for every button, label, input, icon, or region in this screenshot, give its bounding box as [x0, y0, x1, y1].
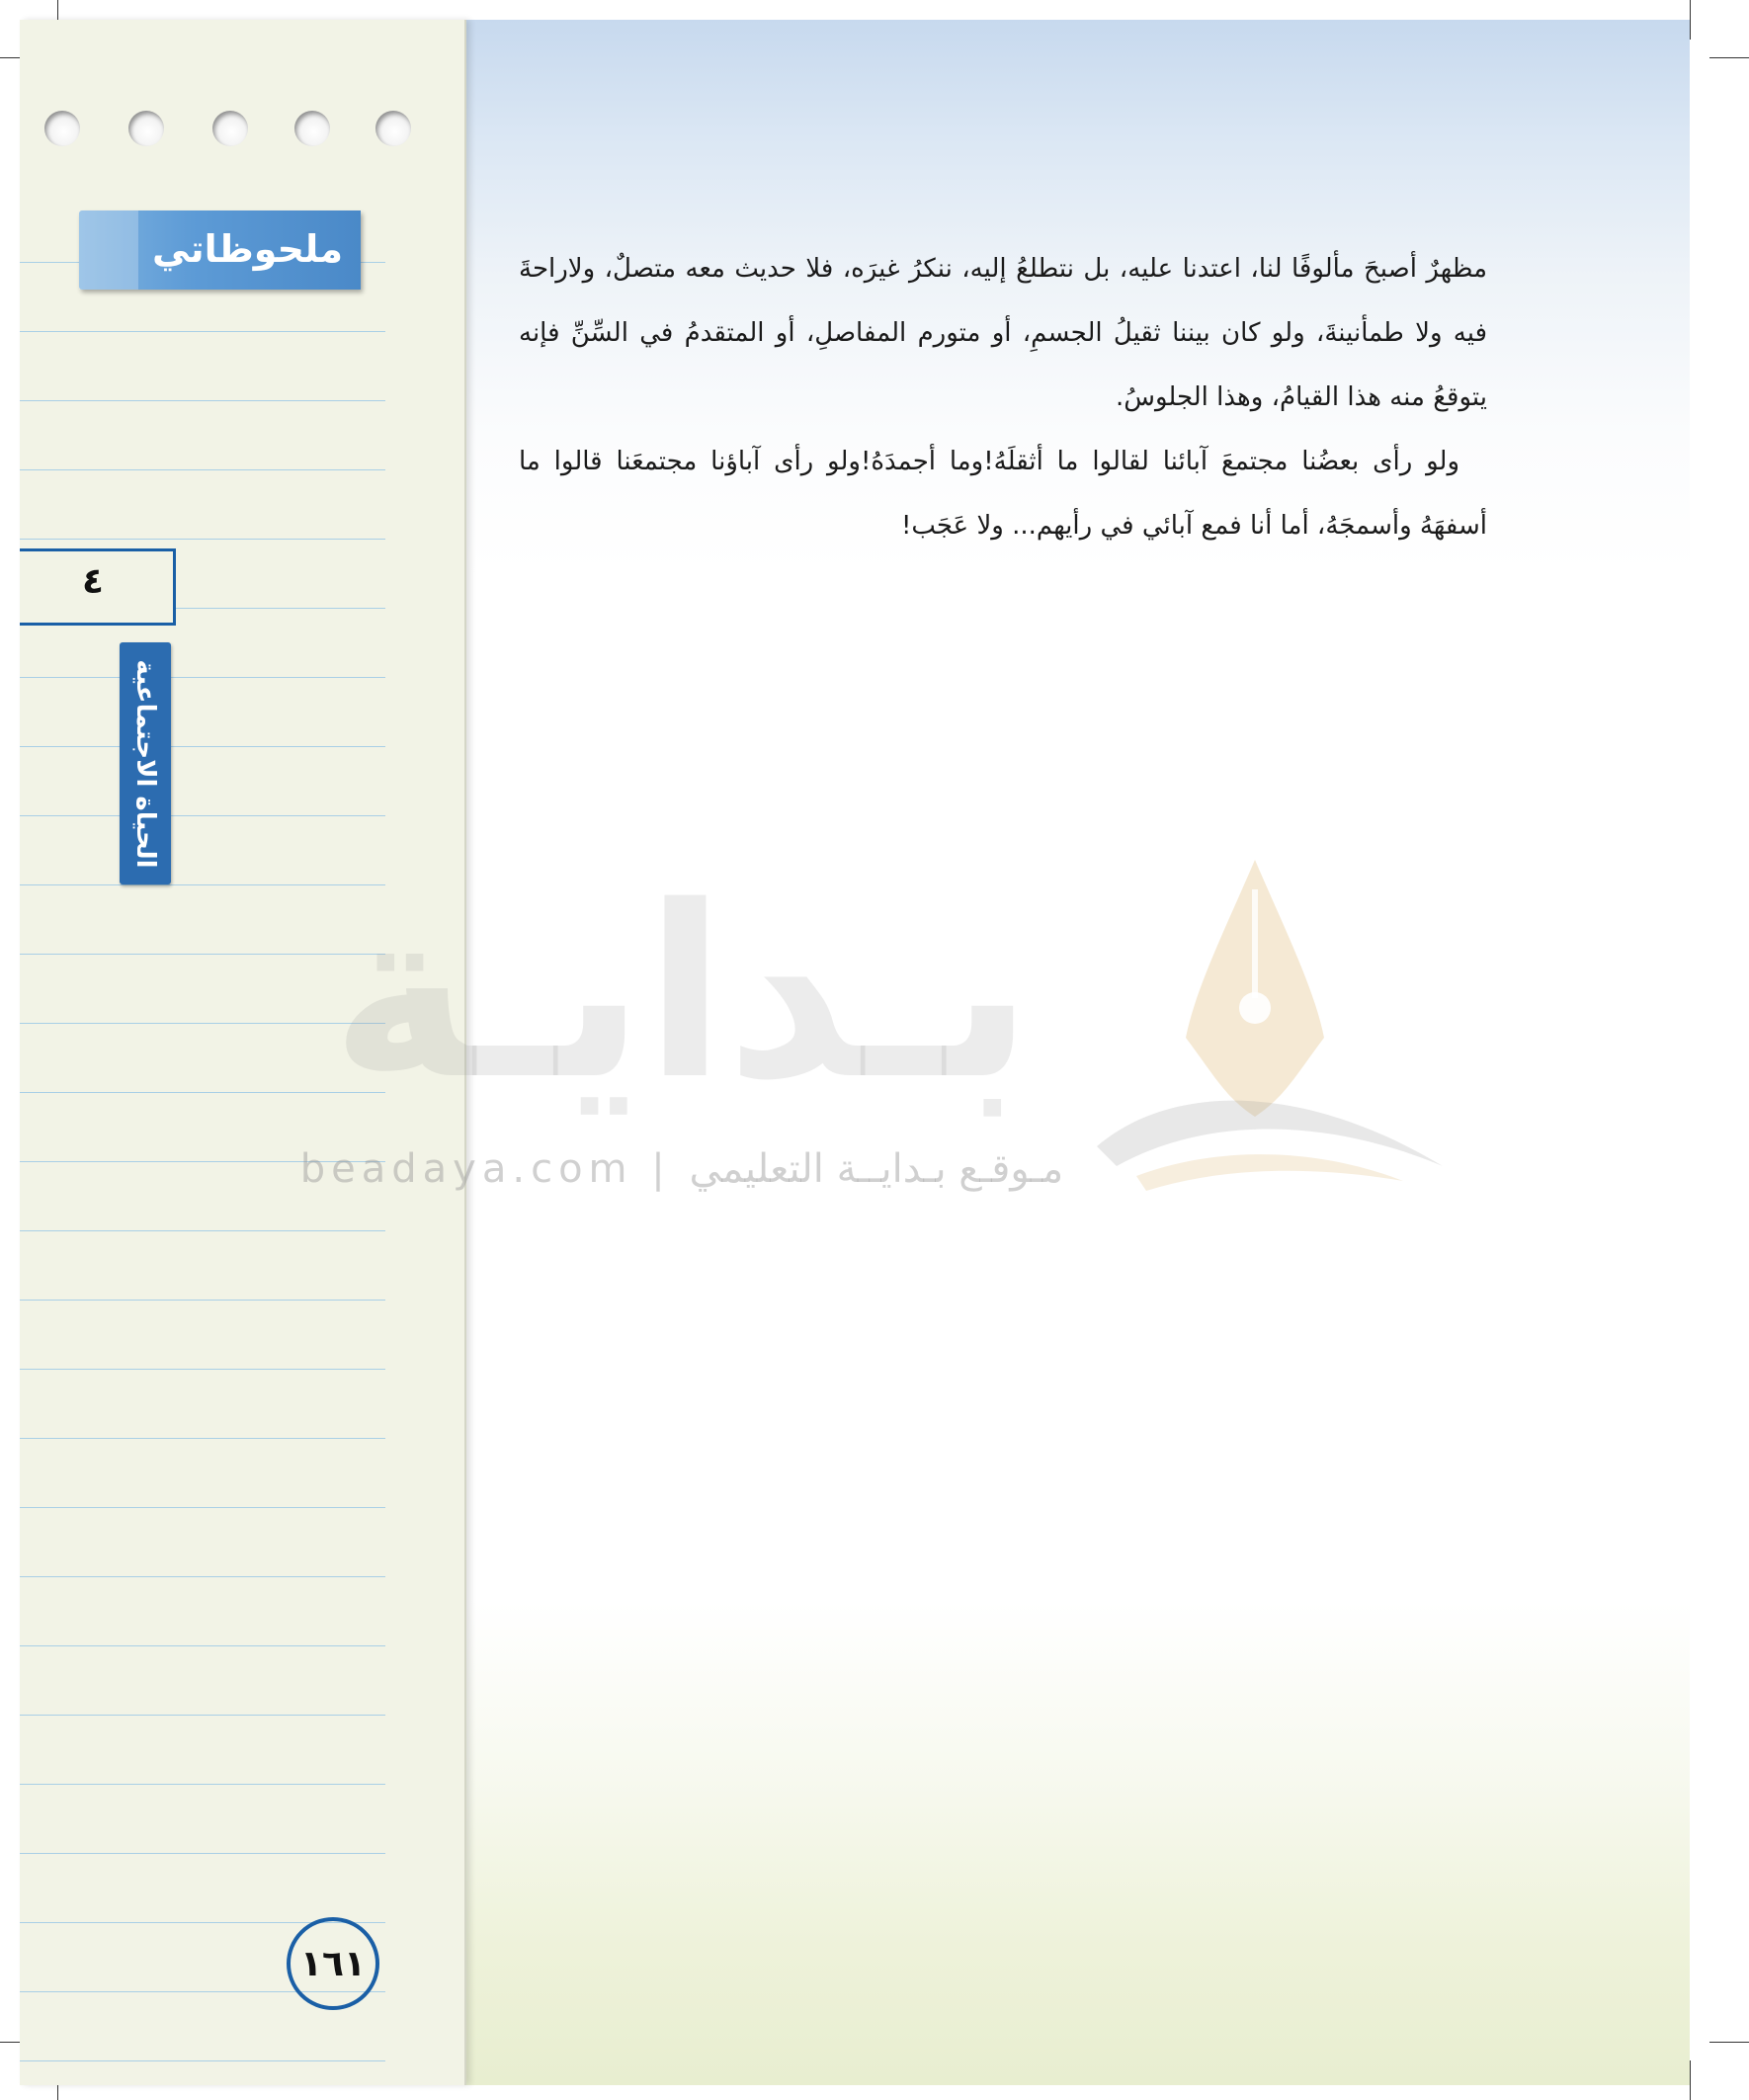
- ruled-line: [20, 1230, 385, 1231]
- ruled-line: [20, 954, 385, 955]
- ruled-line: [20, 1853, 385, 1854]
- ruled-line: [20, 400, 385, 401]
- ruled-line: [20, 1715, 385, 1716]
- watermark-site: beadaya.com: [299, 1146, 633, 1192]
- paragraph: ولو رأى بعضُنا مجتمعَ آبائنا لقالوا ما أثقلَهُ!وما أجمدَهُ!ولو رأى آباؤنا مجتمعَنا قالوا ما أسفهَهُ وأسمجَهُ، أما أنا فمع آبائي في رأيهم... ولا عَجَب!: [519, 447, 1487, 541]
- ruled-line: [20, 1784, 385, 1785]
- chapter-number-box: [20, 548, 176, 626]
- crop-mark: [1690, 0, 1691, 40]
- binder-hole: [212, 111, 248, 146]
- crop-mark: [1709, 2042, 1749, 2043]
- unit-title: الحياة الاجتماعية: [130, 658, 160, 869]
- ruled-line: [20, 1438, 385, 1439]
- ruled-line: [20, 539, 385, 540]
- ruled-line: [20, 1576, 385, 1577]
- ruled-line: [20, 469, 385, 470]
- ruled-line: [20, 1300, 385, 1301]
- binder-hole: [128, 111, 164, 146]
- ruled-line: [20, 677, 385, 678]
- watermark-site-arabic: مـوقـع بـدايــة التعليمي: [689, 1146, 1064, 1192]
- ruled-line: [20, 884, 385, 885]
- crop-mark: [1690, 2060, 1691, 2100]
- ruled-line: [20, 815, 385, 816]
- watermark-separator: |: [651, 1146, 671, 1192]
- ruled-line: [20, 1645, 385, 1646]
- notes-label: ملحوظاتي: [151, 227, 343, 271]
- ruled-line: [20, 746, 385, 747]
- notes-panel: [20, 20, 466, 2085]
- notes-tab: [79, 210, 361, 290]
- ruled-line: [20, 1507, 385, 1508]
- binder-hole: [44, 111, 80, 146]
- paragraph: مظهرٌ أصبحَ مألوفًا لنا، اعتدنا عليه، بل نتطلعُ إليه، ننكرُ غيرَه، فلا حديث معه متصلٌ، ولاراحةَ فيه ولا طمأنينةَ، ولو كان بيننا ثقيلُ الجسمِ، أو متورم المفاصلِ، أو المتقدمُ في السِّنِّ فإنه يتوقعُ منه هذا القيامُ، وهذا الجلوسُ.: [519, 254, 1487, 412]
- ruled-line: [20, 1161, 385, 1162]
- page-number: ١٦١: [287, 1917, 379, 2010]
- ruled-line: [20, 2060, 385, 2061]
- ruled-line: [20, 1023, 385, 1024]
- binder-hole: [375, 111, 411, 146]
- ruled-line: [20, 331, 385, 332]
- ruled-line: [20, 1092, 385, 1093]
- crop-mark: [1709, 57, 1749, 58]
- binder-hole: [294, 111, 330, 146]
- chapter-number: ٤: [82, 561, 104, 602]
- body-text: [519, 237, 1487, 558]
- ruled-line: [20, 1369, 385, 1370]
- unit-title-tab: [120, 642, 171, 884]
